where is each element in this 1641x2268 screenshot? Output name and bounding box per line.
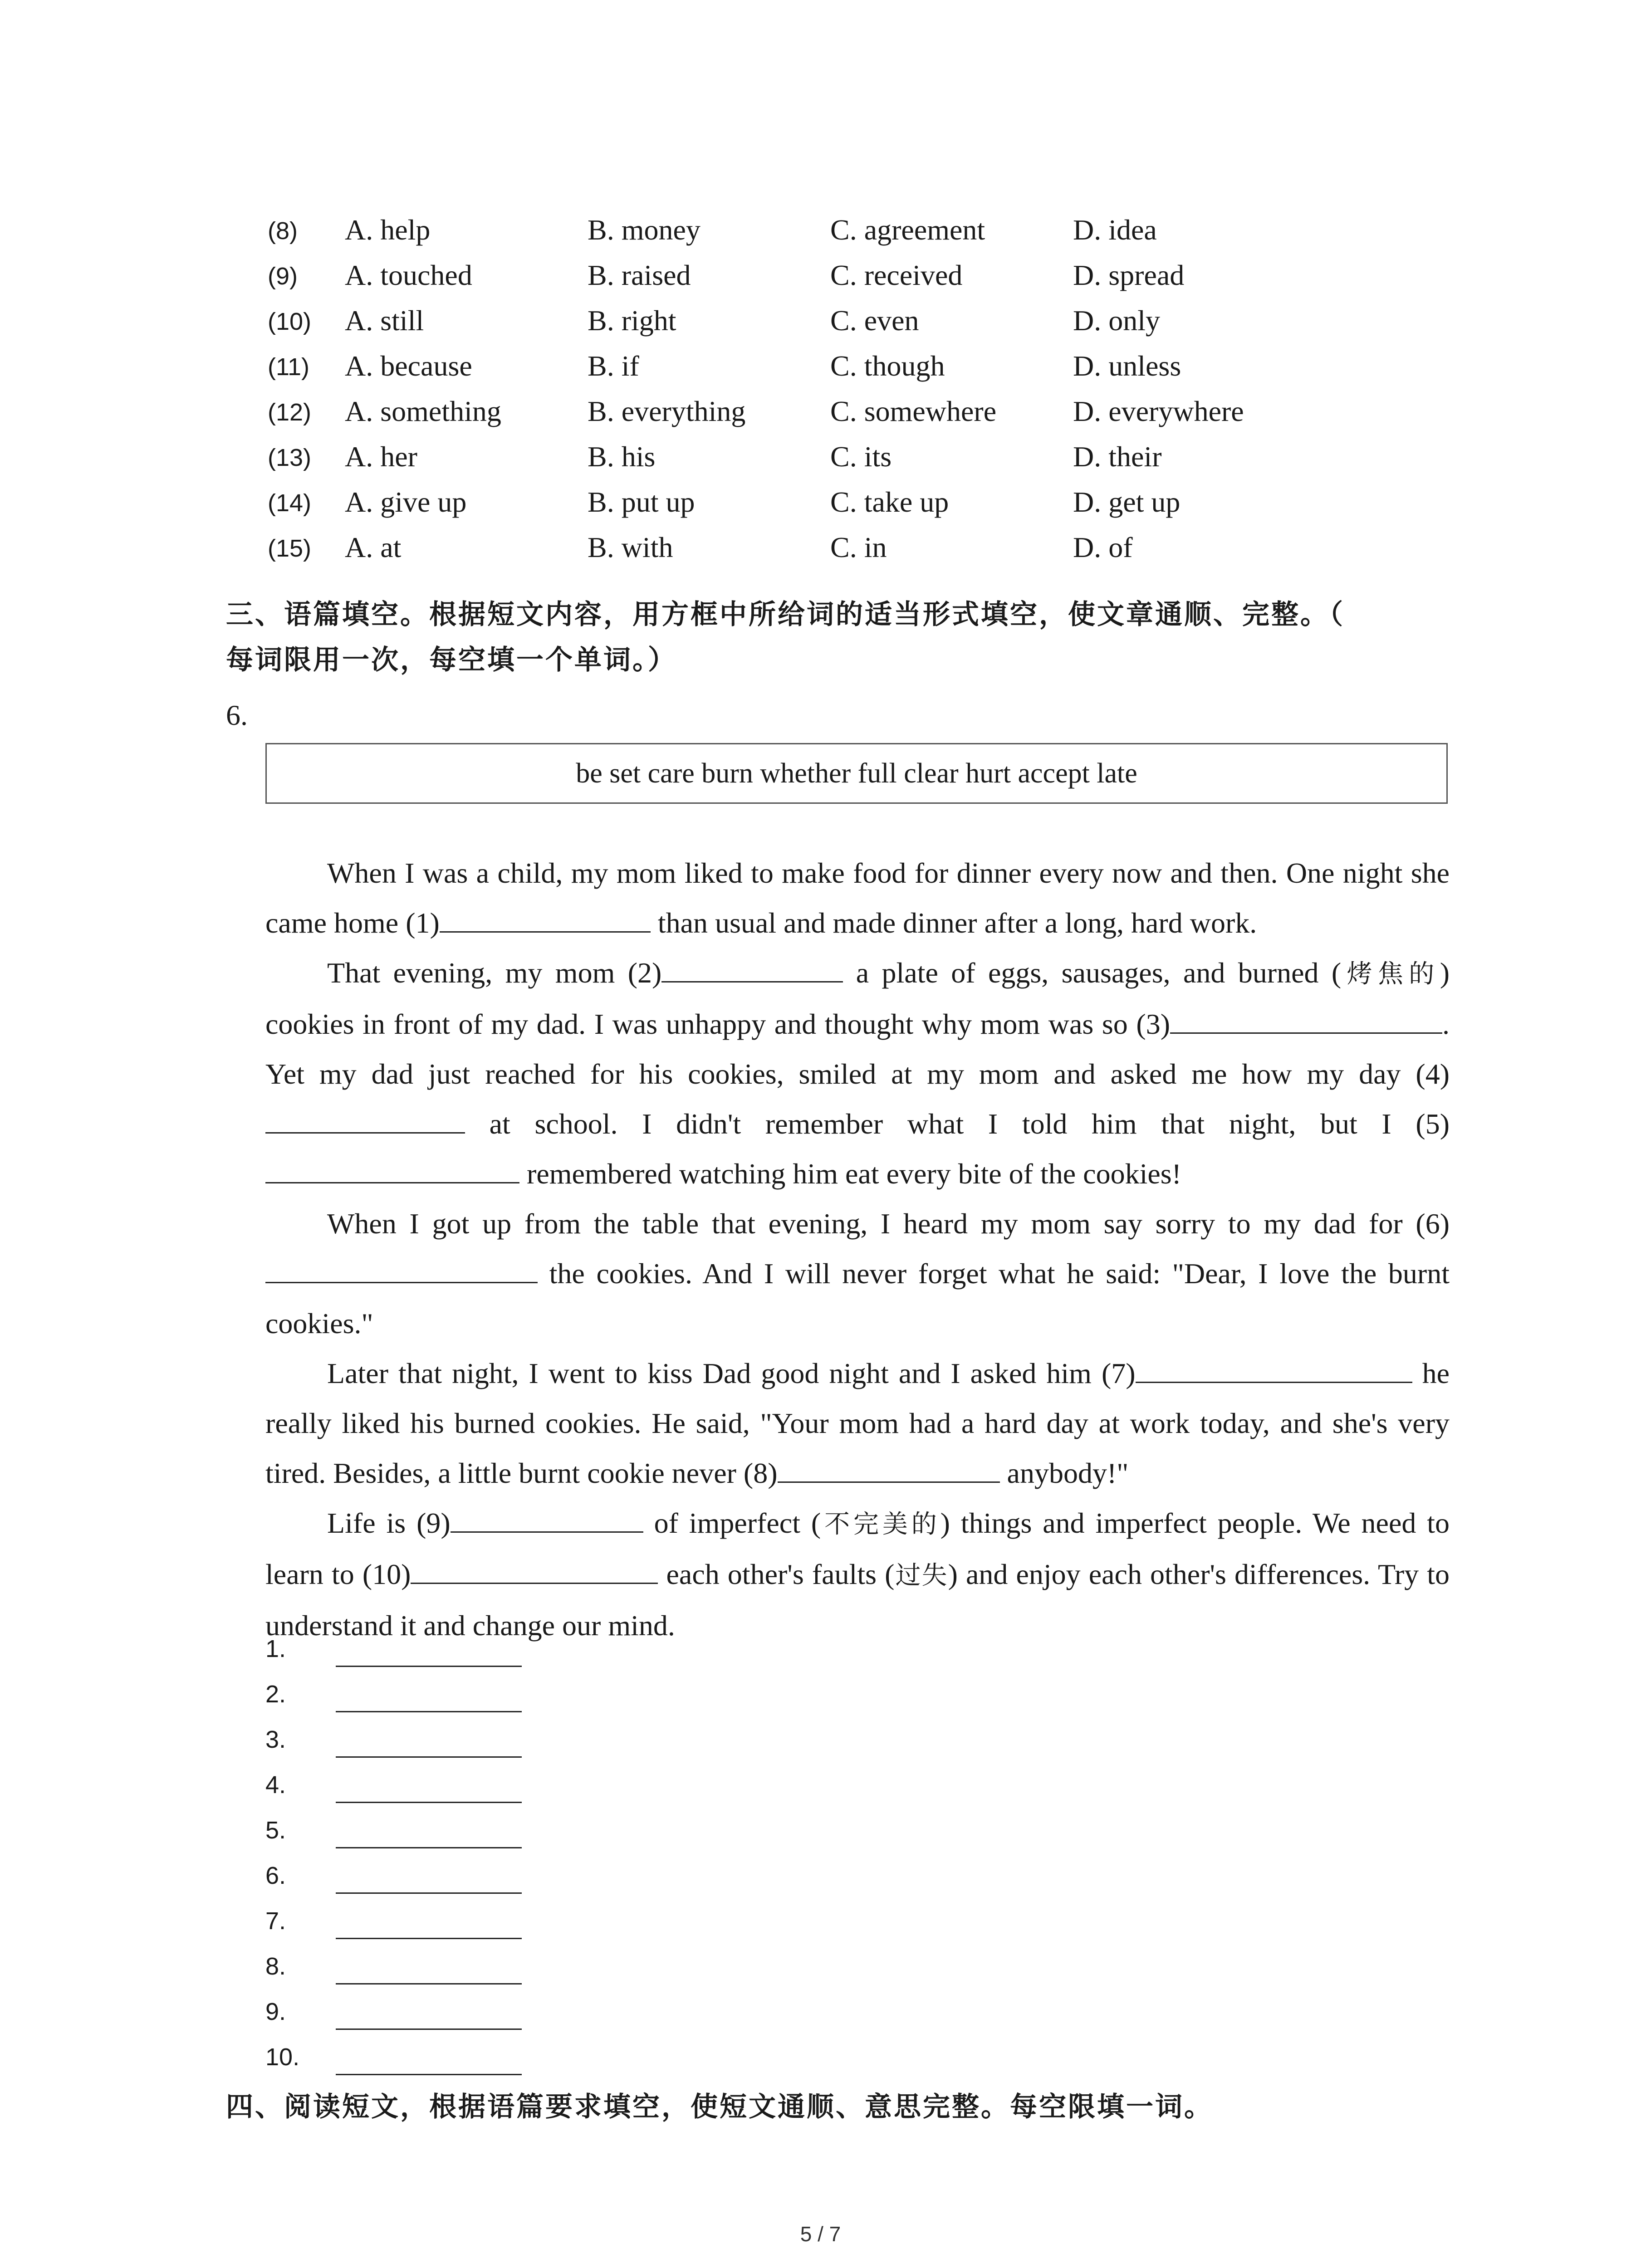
option-a: A. help <box>345 214 431 246</box>
blank-7 <box>1136 1354 1412 1383</box>
passage-text: When I was a child, my mom liked to make food for dinner every now and then. One night she came home (1) <box>265 857 1450 939</box>
option-c: C. received <box>830 259 963 291</box>
option-row <box>0 349 1641 395</box>
answer-number: 8. <box>265 1953 286 1980</box>
chinese-gloss: 过失 <box>894 1561 948 1590</box>
page-number: 5 / 7 <box>800 2222 841 2246</box>
paragraph-5 <box>265 1498 1450 1651</box>
option-row <box>0 304 1641 349</box>
option-a: A. at <box>345 531 402 563</box>
answer-line[interactable] <box>336 1938 522 1939</box>
blank-9 <box>451 1504 643 1533</box>
passage-text: a plate of eggs, sausages, and burned ( <box>843 957 1342 989</box>
option-d: D. of <box>1073 531 1133 563</box>
option-c: C. even <box>830 304 919 337</box>
answer-row <box>265 1814 583 1860</box>
option-a: A. because <box>345 350 472 382</box>
passage <box>265 848 1450 1651</box>
option-d: D. idea <box>1073 214 1157 246</box>
blank-6 <box>265 1255 538 1283</box>
answer-line[interactable] <box>336 1711 522 1712</box>
option-d: D. get up <box>1073 486 1181 518</box>
paragraph-4 <box>265 1349 1450 1498</box>
word-box: be set care burn whether full clear hurt accept late <box>265 743 1448 804</box>
option-b: B. money <box>588 214 700 246</box>
passage-text: anybody!" <box>999 1457 1129 1489</box>
answer-row <box>265 2041 583 2087</box>
answer-number: 2. <box>265 1681 286 1708</box>
blank-8 <box>778 1454 1000 1483</box>
option-number: (12) <box>268 399 312 426</box>
passage-text: at school. I didn't remember what I told him that night, but I (5) <box>465 1108 1450 1140</box>
answer-row <box>265 1678 583 1724</box>
answer-line[interactable] <box>336 1983 522 1984</box>
answer-line[interactable] <box>336 2028 522 2030</box>
option-number: (9) <box>268 263 298 290</box>
passage-text: Later that night, I went to kiss Dad good night and I asked him (7) <box>327 1357 1136 1389</box>
answer-number: 9. <box>265 1998 286 2025</box>
passage-text: of imperfect ( <box>643 1507 821 1539</box>
answer-number: 6. <box>265 1862 286 1889</box>
passage-text: the cookies. And I will never forget what he said: "Dear, I love the burnt cookies." <box>265 1257 1450 1339</box>
option-row <box>0 395 1641 440</box>
section-3-heading-line1: 三、语篇填空。根据短文内容，用方框中所给词的适当形式填空，使文章通顺、完整。（ <box>226 599 1345 631</box>
option-d: D. spread <box>1073 259 1185 291</box>
option-a: A. touched <box>345 259 472 291</box>
option-b: B. if <box>588 350 639 382</box>
blank-5 <box>265 1155 519 1183</box>
paragraph-2 <box>265 948 1450 1199</box>
answer-number: 5. <box>265 1817 286 1844</box>
chinese-gloss: 不完美的 <box>821 1510 941 1539</box>
passage-text: ) and enjoy each other's differences. Try to understand it and change our mind. <box>265 1558 1450 1642</box>
option-a: A. her <box>345 440 417 473</box>
blank-1 <box>440 904 651 933</box>
option-number: (14) <box>268 489 312 517</box>
option-b: B. his <box>588 440 656 473</box>
answer-row <box>265 1724 583 1769</box>
option-b: B. everything <box>588 395 746 427</box>
option-number: (11) <box>268 353 310 381</box>
option-d: D. unless <box>1073 350 1181 382</box>
passage-text: When I got up from the table that evening, I heard my mom say sorry to my dad for (6) <box>327 1207 1450 1240</box>
option-c: C. somewhere <box>830 395 997 427</box>
passage-text: remembered watching him eat every bite of the cookies! <box>519 1158 1181 1190</box>
option-c: C. though <box>830 350 945 382</box>
passage-text: he really liked his burned cookies. He said, "Your mom had a hard day at work today, and she's very tired. Besides, a little burnt cookie never (8) <box>265 1357 1450 1489</box>
paragraph-3 <box>265 1199 1450 1349</box>
blank-10 <box>411 1555 658 1584</box>
option-row <box>0 531 1641 576</box>
passage-text: . Yet my dad just reached for his cookies, smiled at my mom and asked me how my day (4) <box>265 1008 1450 1090</box>
section-4-heading: 四、阅读短文，根据语篇要求填空，使短文通顺、意思完整。每空限填一词。 <box>226 2091 1213 2123</box>
option-c: C. in <box>830 531 887 563</box>
option-c: C. take up <box>830 486 949 518</box>
passage-text: ) things and imperfect people. We need to learn to (10) <box>265 1507 1450 1590</box>
option-number: (10) <box>268 308 312 335</box>
option-row <box>0 259 1641 304</box>
answer-line[interactable] <box>336 1847 522 1848</box>
blank-4 <box>265 1105 465 1134</box>
answer-row <box>265 1950 583 1996</box>
passage-text: Life is (9) <box>327 1507 451 1539</box>
option-row <box>0 213 1641 259</box>
passage-text: That evening, my mom (2) <box>327 957 662 989</box>
option-b: B. with <box>588 531 673 563</box>
section-3-heading <box>226 592 1451 683</box>
answer-number: 10. <box>265 2043 300 2071</box>
answer-line[interactable] <box>336 1756 522 1758</box>
answer-number: 7. <box>265 1907 286 1935</box>
option-number: (15) <box>268 535 312 562</box>
option-number: (13) <box>268 444 312 471</box>
answer-line[interactable] <box>336 1802 522 1803</box>
option-c: C. agreement <box>830 214 985 246</box>
answer-line[interactable] <box>336 1666 522 1667</box>
passage-text: ) cookies in front of my dad. I was unhappy and thought why mom was so (3) <box>265 957 1450 1040</box>
option-c: C. its <box>830 440 892 473</box>
answer-number: 4. <box>265 1771 286 1799</box>
question-number: 6. <box>226 699 248 731</box>
answer-line[interactable] <box>336 1892 522 1894</box>
section-3-heading-line2: 每词限用一次，每空填一个单词。） <box>226 644 677 676</box>
answer-line[interactable] <box>336 2074 522 2075</box>
answer-row <box>265 1633 583 1678</box>
answer-row <box>265 1905 583 1950</box>
blank-3 <box>1170 1005 1442 1034</box>
paragraph-1 <box>265 848 1450 948</box>
answer-row <box>265 1860 583 1905</box>
chinese-gloss: 烤焦的 <box>1341 959 1440 989</box>
option-d: D. only <box>1073 304 1160 337</box>
passage-text: each other's faults ( <box>658 1558 895 1590</box>
option-row <box>0 485 1641 531</box>
answer-row <box>265 1996 583 2041</box>
option-d: D. everywhere <box>1073 395 1244 427</box>
answer-number: 3. <box>265 1726 286 1753</box>
blank-2 <box>661 954 843 982</box>
option-b: B. raised <box>588 259 691 291</box>
option-number: (8) <box>268 217 298 244</box>
option-d: D. their <box>1073 440 1162 473</box>
answer-number: 1. <box>265 1635 286 1662</box>
answer-row <box>265 1769 583 1814</box>
option-a: A. something <box>345 395 501 427</box>
option-a: A. give up <box>345 486 467 518</box>
option-b: B. right <box>588 304 676 337</box>
option-a: A. still <box>345 304 424 337</box>
passage-text: than usual and made dinner after a long, hard work. <box>650 907 1257 939</box>
option-row <box>0 440 1641 485</box>
option-b: B. put up <box>588 486 695 518</box>
